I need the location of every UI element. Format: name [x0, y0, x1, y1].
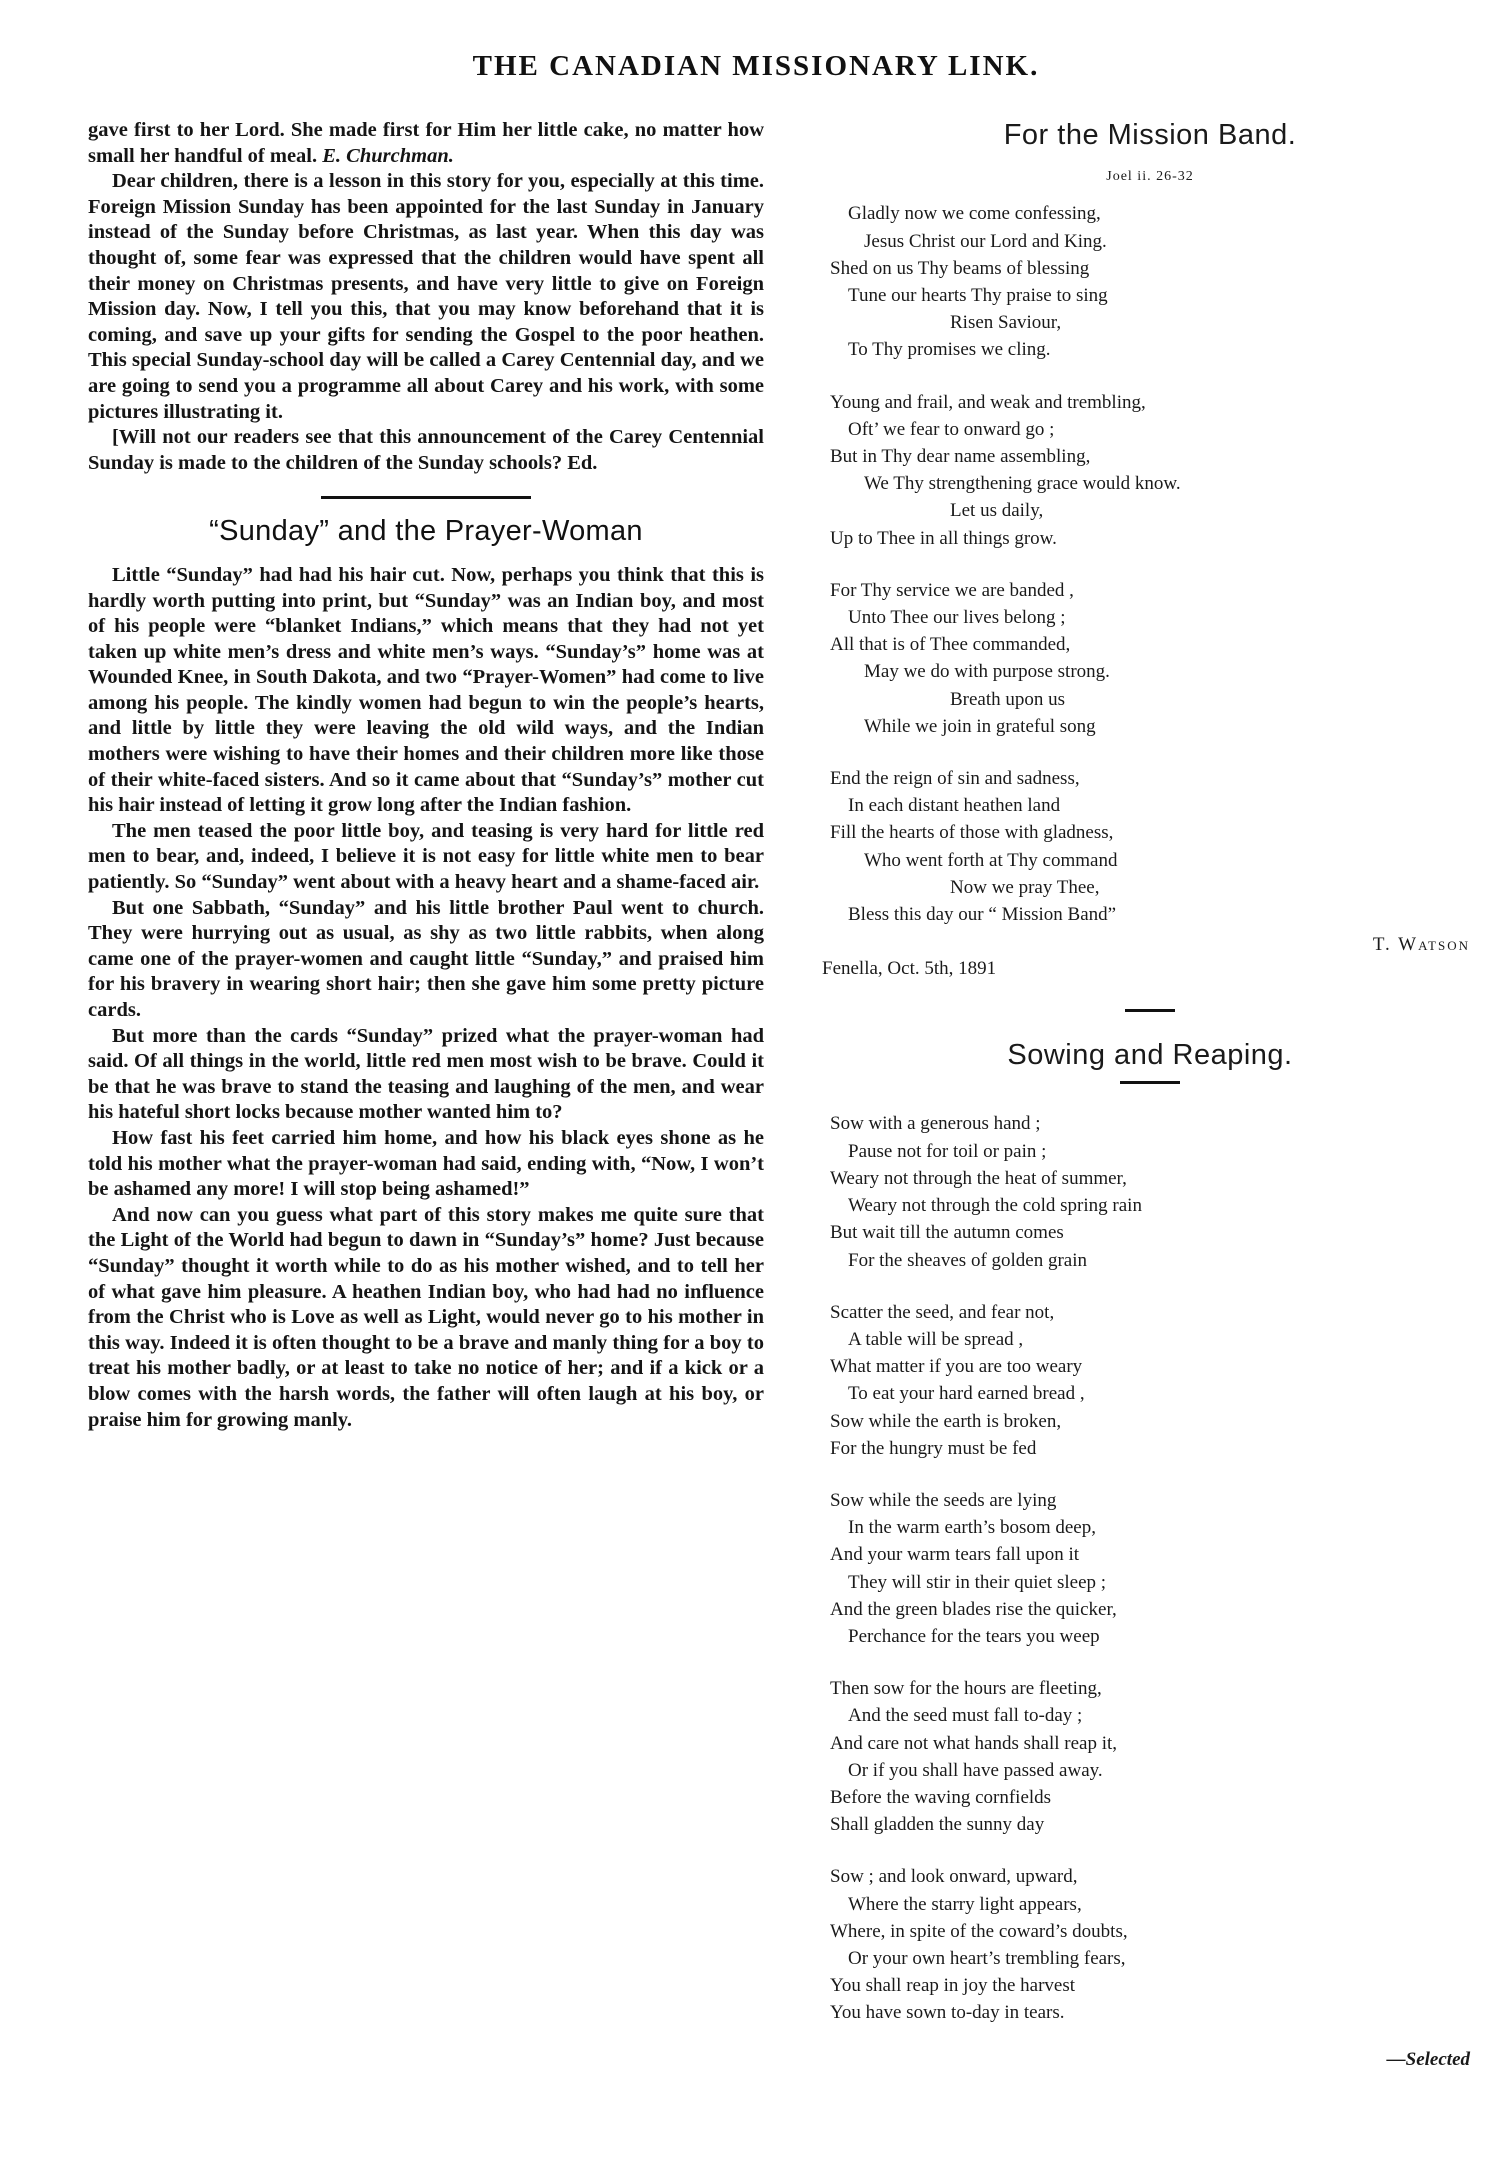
- poem: [830, 1110, 1470, 2026]
- poem-stanza: [830, 1487, 1470, 1650]
- poem-line: Fill the hearts of those with gladness,: [830, 822, 1114, 844]
- poem-line: While we join in grateful song: [864, 715, 1096, 737]
- poem-line: A table will be spread ,: [848, 1328, 1024, 1350]
- poem: [830, 200, 1470, 928]
- poem-line: And your warm tears fall upon it: [830, 1544, 1080, 1566]
- poem-line: For the hungry must be fed: [830, 1437, 1037, 1459]
- poem-stanza: [830, 765, 1470, 928]
- poem-stanza: [830, 200, 1470, 363]
- poem-line: Shall gladden the sunny day: [830, 1814, 1045, 1836]
- poem-line: And the seed must fall to-day ;: [848, 1705, 1083, 1727]
- poem-line: Where the starry light appears,: [848, 1893, 1082, 1915]
- poem-line: Sow with a generous hand ;: [830, 1113, 1041, 1135]
- divider: [321, 496, 531, 499]
- poem-credit: —Selected: [1386, 2048, 1470, 2070]
- poem-stanza: [830, 1110, 1470, 1273]
- poem-line: Up to Thee in all things grow.: [830, 527, 1057, 549]
- poem-line: And the green blades rise the quicker,: [830, 1598, 1117, 1620]
- poem-line: Risen Saviour,: [950, 312, 1062, 334]
- poem-line: For the sheaves of golden grain: [848, 1249, 1088, 1271]
- poem-stanza: [830, 577, 1470, 740]
- poem-stanza: [830, 1675, 1470, 1838]
- paragraph: Little “Sunday” had had his hair cut. Now, perhaps you think that this is hardly worth putting into print, but “Sunday” was an Indian boy, and most of his people were “blanket Indians,” which means that they had not yet taken up white men’s dress and white men’s ways. “Sunday’s” home was at Wounded Knee, in South Dakota, and two “Prayer-Women” had come to live among his people. The kindly women had begun to win the people’s hearts, and little by little they were leaving the old wild ways, and the Indian mothers were wishing to have their homes and their children more like those of their white-faced sisters. And so it came about that “Sunday’s” mother cut his hair instead of letting it grow long after the Indian fashion.: [88, 563, 764, 817]
- poem-line: Sow while the earth is broken,: [830, 1410, 1062, 1432]
- poem-line: Perchance for the tears you weep: [848, 1625, 1100, 1647]
- poem-line: End the reign of sin and sadness,: [830, 768, 1080, 790]
- poem-line: Tune our hearts Thy praise to sing: [848, 285, 1108, 307]
- poem-line: Pause not for toil or pain ;: [848, 1140, 1047, 1162]
- byline: E. Churchman.: [322, 144, 454, 167]
- poem-line: Where, in spite of the coward’s doubts,: [830, 1920, 1128, 1942]
- poem-line: Unto Thee our lives belong ;: [848, 607, 1066, 629]
- poem-line: They will stir in their quiet sleep ;: [848, 1571, 1107, 1593]
- article-title: “Sunday” and the Prayer-Woman: [209, 515, 643, 548]
- poem-line: To eat your hard earned bread ,: [848, 1383, 1085, 1405]
- poem-line: Or your own heart’s trembling fears,: [848, 1947, 1126, 1969]
- right-column: [822, 118, 1470, 2073]
- paragraph: But one Sabbath, “Sunday” and his little brother Paul went to church. They were hurrying out as usual, as shy as two little rabbits, when along came one of the prayer-women and caught little “Sunday,” and praised him for his bravery in wearing short hair; then she gave him some pretty picture cards.: [88, 896, 764, 1021]
- paragraph: But more than the cards “Sunday” prized what the prayer-woman had said. Of all things in the world, little red men most wish to be brave. Could it be that he was brave to stand the teasing and laughing of the men, and wear his hateful short locks because mother wanted him to?: [88, 1024, 764, 1124]
- paragraph: Dear children, there is a lesson in this story for you, especially at this time. Foreign Mission Sunday has been appointed for the last Sunday in January instead of the Sunday before Christmas, as last year. When this day was thought of, some fear was expressed that the children would have spent all their money on Christmas presents, and have very little to give on Foreign Mission day. Now, I tell you this, that you may know beforehand that it is coming, and save up your gifts for sending the Gospel to the poor heathen. This special Sunday-school day will be called a Carey Centennial day, and we are going to send you a programme all about Carey and his work, with some pictures illustrating it.: [88, 170, 764, 423]
- poem-line: May we do with purpose strong.: [864, 661, 1110, 683]
- poem-line: Young and frail, and weak and trembling,: [830, 391, 1146, 413]
- poem-line: And care not what hands shall reap it,: [830, 1732, 1118, 1754]
- poem-dateline: Fenella, Oct. 5th, 1891: [822, 958, 997, 980]
- poem-line: In each distant heathen land: [848, 795, 1061, 817]
- poem-stanza: [830, 1863, 1470, 2026]
- poem-line: Before the waving cornfields: [830, 1786, 1052, 1808]
- poem-line: To Thy promises we cling.: [848, 339, 1051, 361]
- poem-line: What matter if you are too weary: [830, 1356, 1083, 1378]
- poem-line: Shed on us Thy beams of blessing: [830, 257, 1090, 279]
- poem-title: For the Mission Band.: [1003, 119, 1297, 151]
- paragraph: [Will not our readers see that this announcement of the Carey Centennial Sunday is made to the children of the Sunday schools? Ed.: [88, 426, 764, 474]
- poem-line: But wait till the autumn comes: [830, 1222, 1064, 1244]
- poem-line: But in Thy dear name assembling,: [830, 446, 1091, 468]
- poem-line: Or if you shall have passed away.: [848, 1759, 1103, 1781]
- poem-line: Bless this day our “ Mission Band”: [848, 904, 1117, 926]
- divider: [1120, 1081, 1180, 1084]
- paragraph: How fast his feet carried him home, and how his black eyes shone as he told his mother what the prayer-woman had said, ending with, “Now, I won’t be ashamed any more! I will stop being ashamed!”: [88, 1126, 764, 1201]
- poem-line: Weary not through the heat of summer,: [830, 1167, 1127, 1189]
- epigraph: Joel ii. 26-32: [1106, 169, 1194, 185]
- poem-line: Jesus Christ our Lord and King.: [864, 230, 1107, 252]
- poem-line: Oft’ we fear to onward go ;: [848, 418, 1055, 440]
- poem-line: Sow while the seeds are lying: [830, 1489, 1057, 1511]
- poem-line: We Thy strengthening grace would know.: [864, 473, 1181, 495]
- poem-line: Now we pray Thee,: [950, 876, 1100, 898]
- poem-stanza: [830, 389, 1470, 552]
- poem-line: All that is of Thee commanded,: [830, 634, 1071, 656]
- poem-line: Then sow for the hours are fleeting,: [830, 1678, 1102, 1700]
- divider: [1125, 1009, 1175, 1012]
- poem-line: Gladly now we come confessing,: [848, 203, 1101, 225]
- poem-line: Scatter the seed, and fear not,: [830, 1301, 1055, 1323]
- left-column: [88, 118, 764, 1433]
- signature-row: [822, 934, 1470, 980]
- poem-line: You shall reap in joy the harvest: [830, 1975, 1076, 1997]
- poem-line: Weary not through the cold spring rain: [848, 1195, 1142, 1217]
- paragraph: The men teased the poor little boy, and teasing is very hard for little red men to bear, and, indeed, I believe it is not easy for little white men to bear patiently. So “Sunday” went about with a heavy heart and a shame-faced air.: [88, 819, 764, 894]
- poem-line: For Thy service we are banded ,: [830, 579, 1074, 601]
- running-head: THE CANADIAN MISSIONARY LINK.: [472, 50, 1040, 82]
- poem-title: Sowing and Reaping.: [1007, 1039, 1293, 1072]
- poem-line: Sow ; and look onward, upward,: [830, 1866, 1078, 1888]
- poem-line: In the warm earth’s bosom deep,: [848, 1517, 1096, 1539]
- poem-line: Breath upon us: [950, 688, 1066, 710]
- paragraph: And now can you guess what part of this story makes me quite sure that the Light of the World had begun to dawn in “Sunday’s” home? Just because “Sunday” thought it worth while to do as his mother wished, and to tell her of what gave him pleasure. A heathen Indian boy, who had had no influence from the Christ who is Love as well as Light, would never go to his mother in this way. Indeed it is often thought to be a brave and manly thing for a boy to treat his mother badly, or at least to take no notice of her; and if a kick or a blow comes with the harsh words, the father will often laugh at his boy, or praise him for growing manly.: [88, 1203, 764, 1431]
- poem-author: T. Watson: [1372, 934, 1470, 956]
- paragraph: gave first to her Lord. She made first for Him her little cake, no matter how small her handful of meal. E. Churchman.: [88, 119, 764, 167]
- poem-stanza: [830, 1299, 1470, 1462]
- poem-line: Let us daily,: [950, 500, 1044, 522]
- poem-line: Who went forth at Thy command: [864, 849, 1118, 871]
- poem-line: You have sown to-day in tears.: [830, 2002, 1065, 2024]
